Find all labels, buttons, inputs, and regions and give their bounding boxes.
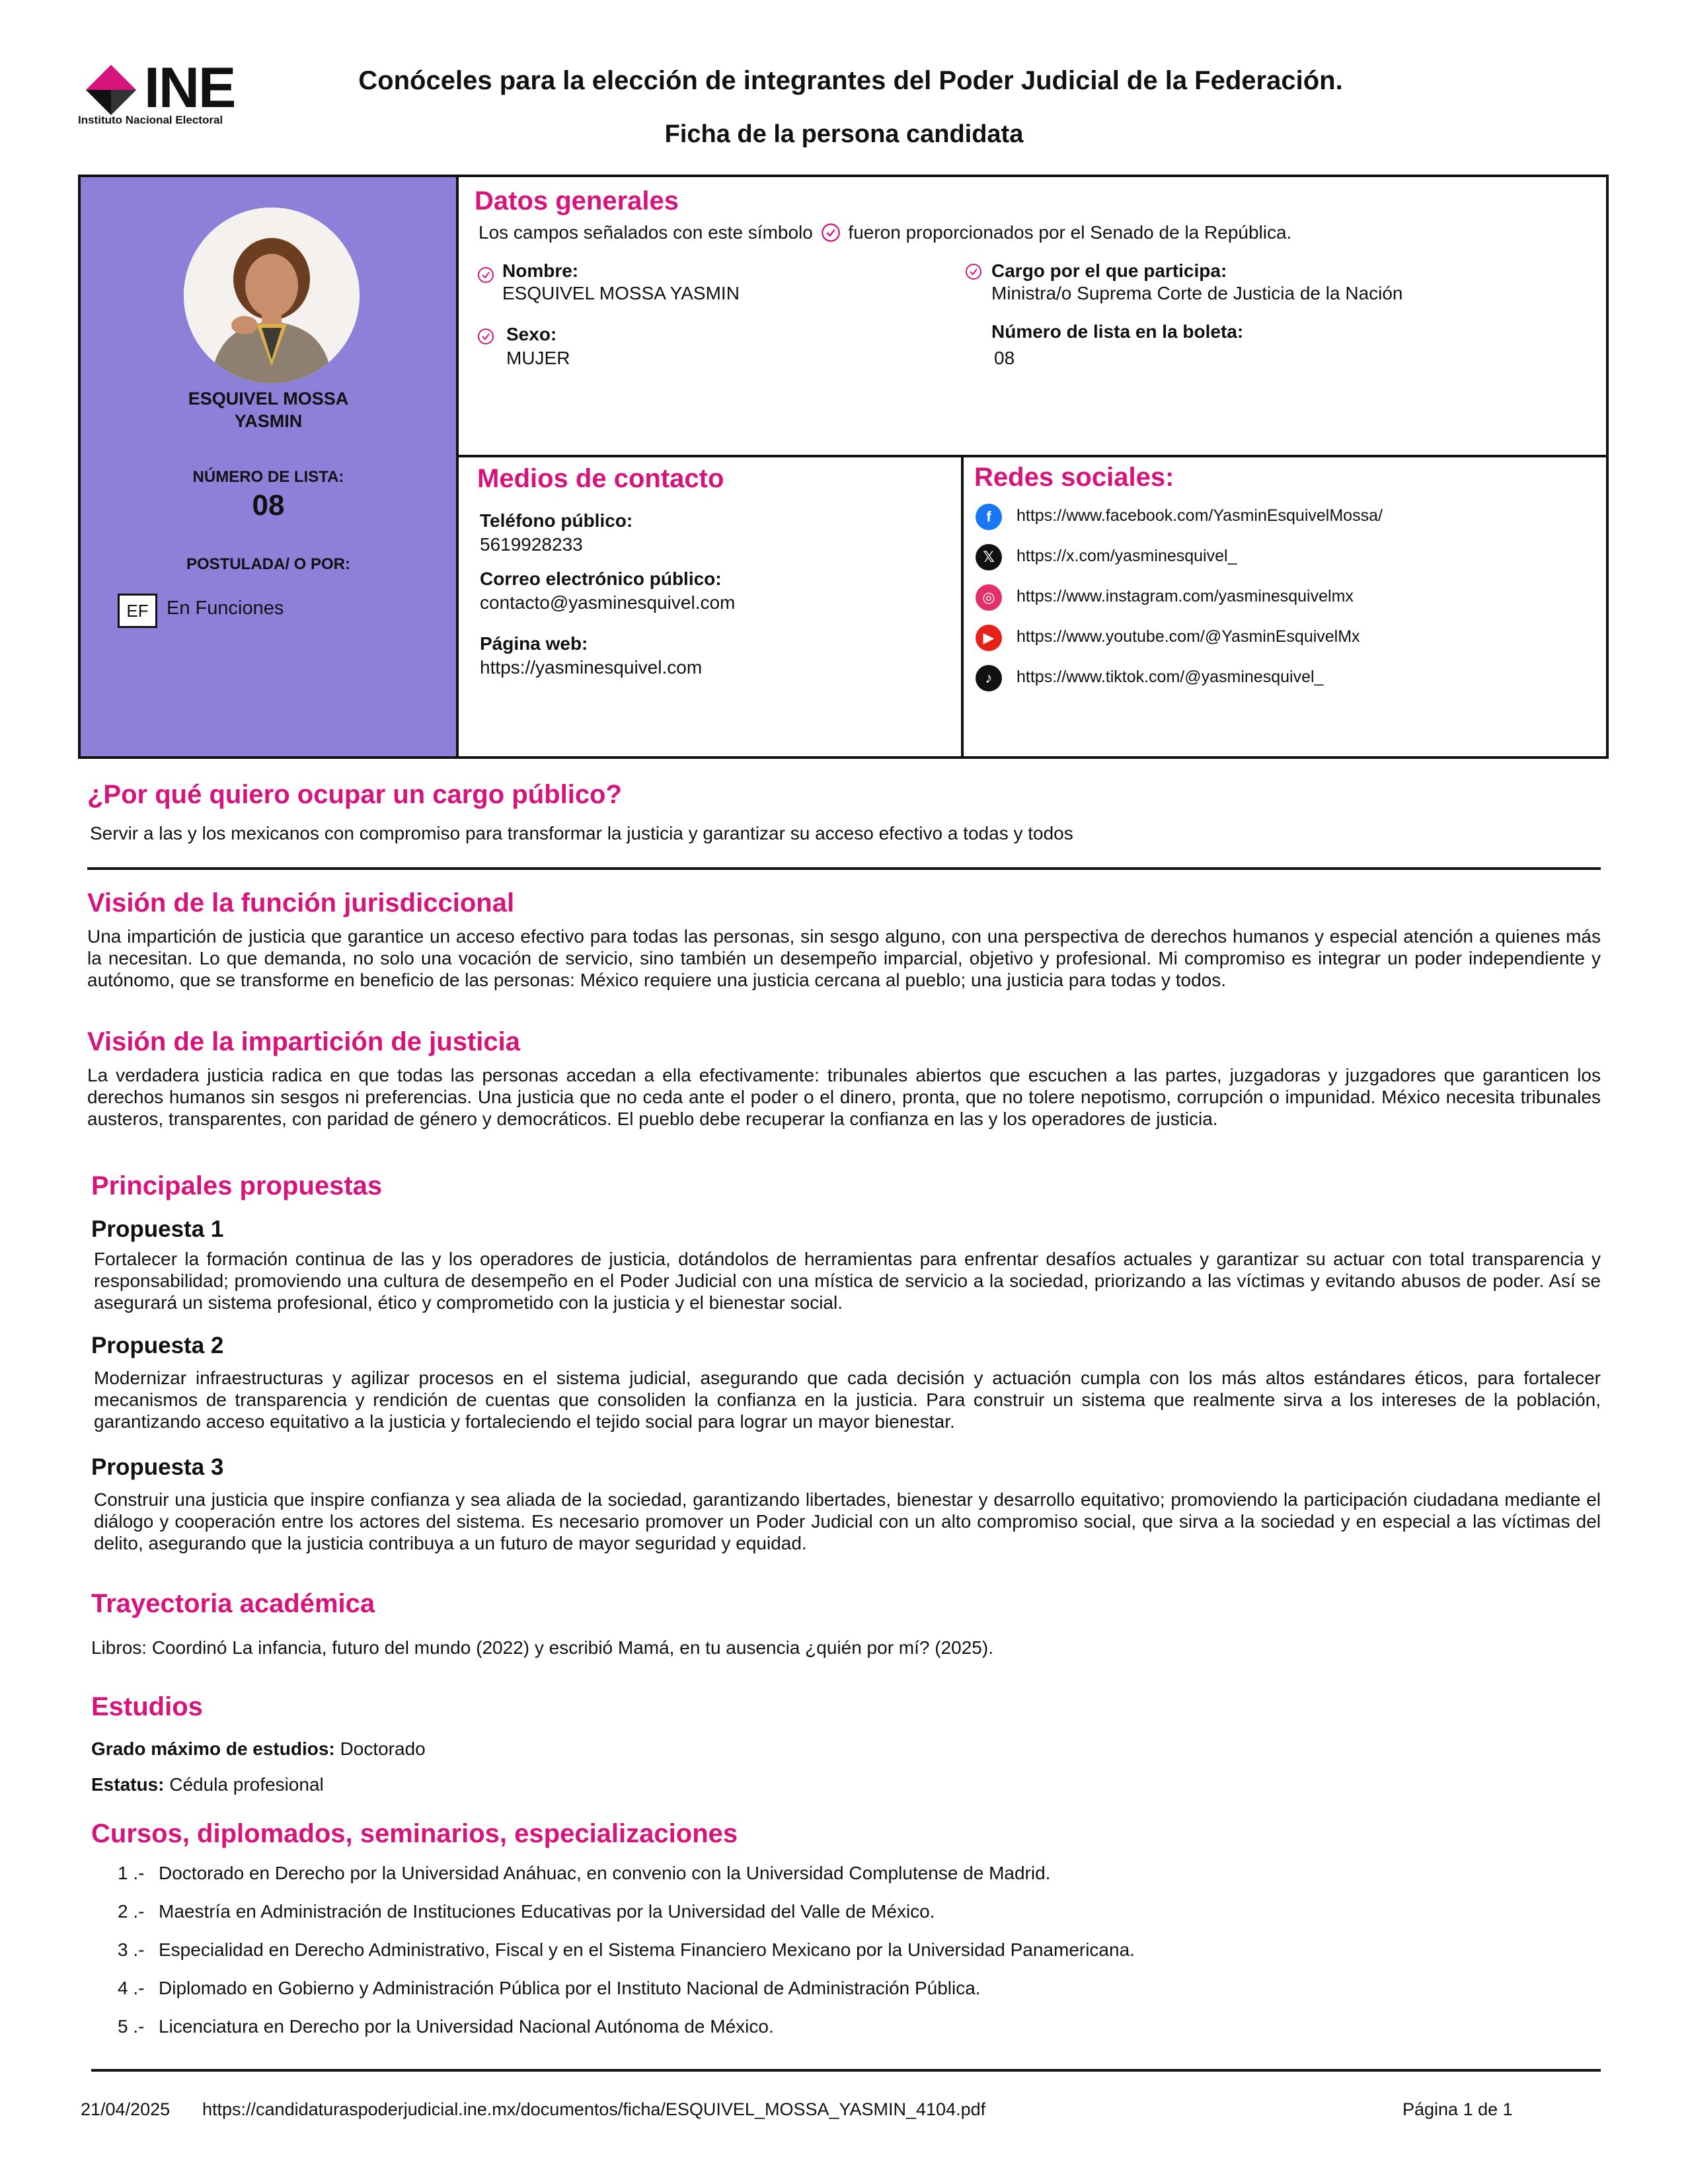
curso-number: 1 .- [118, 1863, 145, 1883]
grado-row [91, 1738, 426, 1760]
curso-item: Licenciatura en Derecho por la Universidad Nacional Autónoma de México. [159, 2016, 774, 2037]
footer-date: 21/04/2025 [81, 2099, 171, 2119]
propuesta-3-text: Construir una justicia que inspire confianza y sea aliada de la sociedad, garantizando libertades, bienestar y desarrollo equitativo; promoviendo la participación ciudadana mediante el diálogo y cooperación entre los actores del sistema. Es necesario promover un Poder Judicial con un alto compromiso social, que sirva a la sociedad y en especial a las víctimas del delito, asegurando que la justicia contribuya a un futuro de mayor seguridad y equidad. [94, 1489, 1601, 1553]
cargo-label: Cargo por el que participa: [991, 260, 1227, 281]
social-link-url[interactable]: https://www.tiktok.com/@yasminesquivel_ [1017, 668, 1324, 686]
footer-url[interactable]: https://candidaturaspoderjudicial.ine.mx/documentos/ficha/ESQUIVEL_MOSSA_YASMIN_4104.pdf [202, 2099, 986, 2119]
web-value[interactable]: https://yasminesquivel.com [480, 657, 703, 678]
section-divider [87, 867, 1601, 870]
candidate-sidebar [81, 177, 459, 756]
propuesta-2-text: Modernizar infraestructuras y agilizar procesos en el sistema judicial, asegurando que cada decisión y actuación cumpla con los más altos estándares éticos, para fortalecer mecanismos de transparencia y rendición de cuentas que consoliden la confianza en la justicia. Para construir un sistema que realmente sirva a los intereses de la población, garantizando acceso equitativo a la justicia y fortaleciendo el tejido social para lograr un mayor bienestar. [94, 1368, 1601, 1432]
sexo-value: MUJER [506, 348, 570, 368]
curso-item: Maestría en Administración de Instituciones Educativas por la Universidad del Valle de México. [159, 1901, 935, 1922]
curso-item: Diplomado en Gobierno y Administración Pública por el Instituto Nacional de Administración Pública. [159, 1978, 981, 1998]
trayectoria-text: Libros: Coordinó La infancia, futuro del mundo (2022) y escribió Mamá, en tu ausencia ¿quién por mí? (2025). [91, 1637, 993, 1658]
curso-number: 4 .- [118, 1978, 145, 1998]
list-number-label: NÚMERO DE LISTA: [192, 468, 344, 486]
page-subtitle: Ficha de la persona candidata [664, 120, 1024, 148]
check-circle-icon [965, 263, 982, 280]
cargo-value: Ministra/o Suprema Corte de Justicia de la Nación [991, 283, 1403, 303]
instagram-icon[interactable]: ◎ [976, 584, 1002, 611]
social-link-url[interactable]: https://www.instagram.com/yasminesquivelmx [1017, 587, 1354, 605]
candidate-name [81, 387, 456, 432]
propuesta-2-title: Propuesta 2 [91, 1333, 224, 1358]
nombre-label: Nombre: [502, 260, 579, 281]
propuesta-1-title: Propuesta 1 [91, 1216, 224, 1242]
nombre-value: ESQUIVEL MOSSA YASMIN [502, 283, 740, 303]
datos-generales-heading: Datos generales [475, 186, 679, 215]
social-link-url[interactable]: https://www.facebook.com/YasminEsquivelMossa/ [1017, 506, 1383, 525]
logo-subtitle: Instituto Nacional Electoral [78, 114, 223, 126]
social-link-url[interactable]: https://x.com/yasminesquivel_ [1017, 547, 1237, 565]
porque-text: Servir a las y los mexicanos con compromiso para transformar la justicia y garantizar su acceso efectivo a todas y todos [90, 823, 1073, 843]
telefono-value: 5619928233 [480, 534, 583, 555]
candidate-card [78, 175, 1609, 759]
senado-note-before: Los campos señalados con este símbolo [479, 222, 813, 243]
curso-item: Especialidad en Derecho Administrativo, Fiscal y en el Sistema Financiero Mexicano por la Universidad Panamericana. [159, 1939, 1135, 1960]
senado-note [479, 222, 1291, 243]
propuesta-1-text: Fortalecer la formación continua de las y los operadores de justicia, dotándolos de herramientas para enfrentar desafíos actuales y garantizar su actuar con total transparencia y responsabilidad; promoviendo una cultura de desempeño en el Poder Judicial con una mística de servicio a la sociedad, priorizando a las víctimas y evitando abusos de poder. Así se asegurará un sistema profesional, ético y comprometido con la justicia y el bienestar social. [94, 1249, 1601, 1313]
curso-number: 3 .- [118, 1939, 145, 1960]
page-title: Conóceles para la elección de integrantes del Poder Judicial de la Federación. [358, 66, 1343, 95]
vision-imparticion-heading: Visión de la impartición de justicia [87, 1027, 520, 1056]
candidate-portrait-icon [184, 208, 360, 383]
nominated-label: POSTULADA/ O POR: [186, 555, 350, 573]
propuestas-heading: Principales propuestas [91, 1171, 383, 1200]
candidate-name-line2: YASMIN [234, 411, 303, 431]
telefono-label: Teléfono público: [480, 510, 633, 531]
lista-boleta-label: Número de lista en la boleta: [991, 321, 1244, 342]
propuesta-3-title: Propuesta 3 [91, 1454, 224, 1480]
estatus-label: Estatus: [91, 1774, 165, 1795]
correo-value[interactable]: contacto@yasminesquivel.com [480, 592, 736, 613]
facebook-icon[interactable]: f [976, 504, 1002, 530]
youtube-icon[interactable]: ▶ [976, 625, 1002, 651]
tiktok-icon[interactable]: ♪ [976, 665, 1002, 691]
candidate-name-line1: ESQUIVEL MOSSA [188, 389, 349, 409]
grado-value: Doctorado [340, 1738, 426, 1759]
estudios-heading: Estudios [91, 1692, 203, 1721]
check-circle-icon [477, 328, 494, 345]
check-circle-icon [821, 223, 841, 243]
check-circle-icon [477, 266, 494, 284]
logo-wordmark: INE [144, 56, 235, 120]
vision-funcion-text: Una impartición de justicia que garantice un acceso efectivo para todas las personas, sin sesgo alguno, con una perspectiva de derechos humanos y especial atención a quienes más la necesitan. Lo que demanda, no solo una vocación de servicio, sino también un desempeño imparcial, objetivo y profesional. Mi compromiso es integrar un poder independiente y autónomo, que se transforme en beneficio de las personas: México requiere una justicia cercana al pueblo; una justicia para todas y todos. [87, 926, 1601, 990]
grado-label: Grado máximo de estudios: [91, 1738, 335, 1759]
candidate-photo [184, 208, 360, 383]
trayectoria-heading: Trayectoria académica [91, 1589, 375, 1618]
cursos-heading: Cursos, diplomados, seminarios, especializaciones [91, 1819, 738, 1848]
estatus-value: Cédula profesional [169, 1774, 324, 1795]
curso-item: Doctorado en Derecho por la Universidad Anáhuac, en convenio con la Universidad Complutense de Madrid. [159, 1863, 1051, 1883]
curso-number: 2 .- [118, 1901, 145, 1922]
list-number: 08 [252, 489, 285, 522]
correo-label: Correo electrónico público: [480, 568, 722, 589]
estatus-row [91, 1774, 324, 1795]
sexo-label: Sexo: [506, 324, 557, 344]
vision-funcion-heading: Visión de la función jurisdiccional [87, 888, 515, 917]
vision-imparticion-text: La verdadera justicia radica en que todas las personas accedan a ella efectivamente: tribunales abiertos que escuchen a las partes, juzgadoras y juzgadores que garanticen los derechos humanos sin sesgos ni preferencias. Una justicia que no ceda ante el poder o el dinero, pronta, que no tolere nepotismo, corrupción o impunidad. México necesita tribunales austeros, transparentes, con paridad de género y democráticos. El pueblo debe recuperar la confianza en las y los operadores de justicia. [87, 1065, 1601, 1129]
card-divider-vertical [961, 455, 964, 756]
nominated-value: En Funciones [167, 598, 284, 619]
web-label: Página web: [480, 633, 588, 654]
contacto-heading: Medios de contacto [477, 464, 724, 493]
card-divider-horizontal [459, 455, 1609, 457]
x-icon[interactable]: 𝕏 [976, 544, 1002, 570]
redes-heading: Redes sociales: [974, 463, 1174, 492]
footer-page-number: Página 1 de 1 [1402, 2099, 1513, 2119]
porque-heading: ¿Por qué quiero ocupar un cargo público? [87, 780, 622, 809]
senado-note-after: fueron proporcionados por el Senado de la República. [848, 222, 1292, 243]
social-link-url[interactable]: https://www.youtube.com/@YasminEsquivelMx [1017, 627, 1360, 646]
curso-number: 5 .- [118, 2016, 145, 2037]
nominated-code-badge: EF [118, 594, 157, 628]
lista-boleta-value: 08 [994, 348, 1015, 368]
footer-divider [91, 2069, 1601, 2072]
